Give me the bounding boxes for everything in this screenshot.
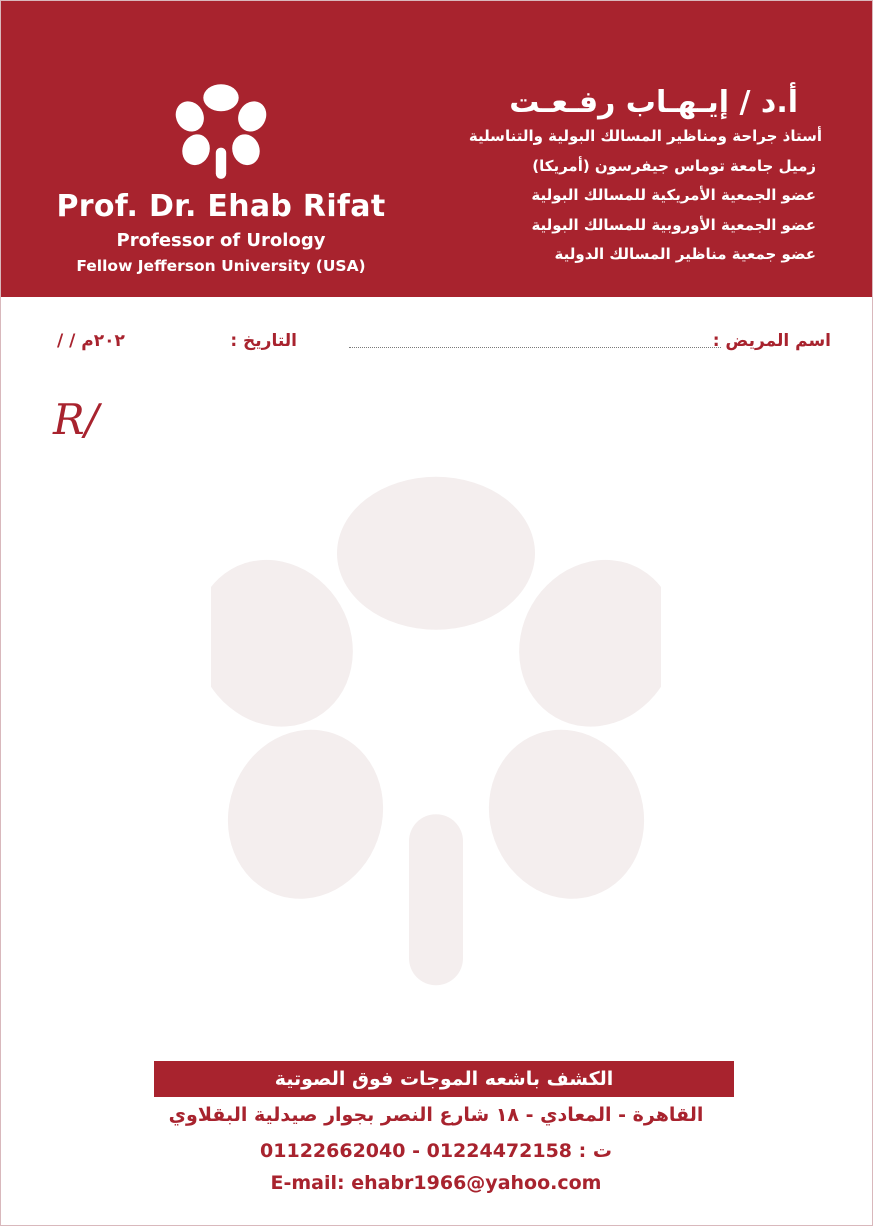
doctor-credentials-arabic <box>422 85 822 270</box>
clinic-address: القاهرة - المعادي - ١٨ شارع النصر بجوار صيدلية البقلاوي <box>168 1104 704 1126</box>
doctor-name-arabic: أ.د / إيـهـاب رفـعـت <box>509 85 798 120</box>
doctor-fellowship-english: Fellow Jefferson University (USA) <box>76 257 366 275</box>
patient-name-label: اسم المريض : <box>712 331 831 351</box>
patient-name-line <box>349 347 721 348</box>
credential-line: عضو الجمعية الأوروبية للمسالك البولية <box>531 215 816 234</box>
credential-line: عضو الجمعية الأمريكية للمسالك البولية <box>531 186 816 204</box>
doctor-name-english: Prof. Dr. Ehab Rifat <box>56 189 386 224</box>
doctor-title-english: Professor of Urology <box>116 230 326 251</box>
credential-line: زميل جامعة توماس جيفرسون (أمريكا) <box>532 156 816 175</box>
ultrasound-banner: الكشف باشعه الموجات فوق الصوتية <box>154 1061 734 1097</box>
kidney-flower-watermark-icon <box>211 471 661 991</box>
clinic-email: E-mail: ehabr1966@yahoo.com <box>270 1172 602 1194</box>
letterhead-header <box>1 1 872 297</box>
date-label: التاريخ : <box>230 331 297 351</box>
credential-line: عضو جمعية مناظير المسالك الدولية <box>554 245 816 263</box>
date-value: / / ٢٠٢م <box>57 331 125 351</box>
credential-line: أستاذ جراحة ومناظير المسالك البولية والتناسلية <box>468 127 822 145</box>
kidney-flower-logo-icon <box>169 79 273 183</box>
patient-info-row <box>41 331 831 361</box>
rx-symbol: R/ <box>53 395 99 444</box>
clinic-phone: ت : 01224472158 - 01122662040 <box>260 1140 612 1162</box>
